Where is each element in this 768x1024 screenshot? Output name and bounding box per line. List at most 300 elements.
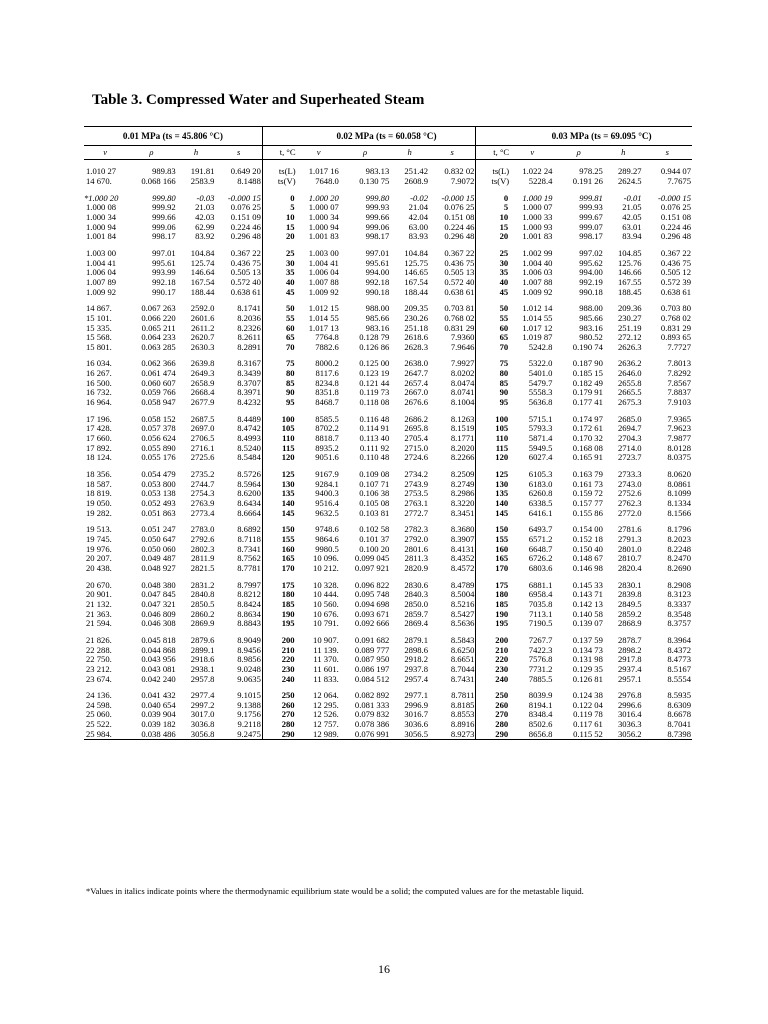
table-row <box>84 600 692 610</box>
table-cell: 0.042 240 <box>141 674 176 684</box>
table-cell: 2628.3 <box>404 342 428 352</box>
table-cell: 0.185 15 <box>572 369 603 379</box>
table-row <box>84 343 692 353</box>
table-cell: 7.9103 <box>667 398 691 408</box>
table-cell: 0.076 991 <box>340 730 390 740</box>
table-cell: 8.2690 <box>667 563 691 573</box>
table-cell: 8.5935 <box>667 690 691 701</box>
table-cell: 104.85 <box>617 247 642 258</box>
table-cell: 209.35 <box>404 303 428 314</box>
table-cell: 8.5964 <box>237 479 261 489</box>
table-cell: 8.7811 <box>451 690 475 701</box>
temperature-cell: 115 <box>262 444 297 454</box>
table-cell: 8.5167 <box>667 664 691 674</box>
table-cell: 8194.1 <box>528 700 553 710</box>
table-row <box>84 242 692 259</box>
table-cell: 1.003 00 <box>308 247 339 258</box>
table-cell: 8.4131 <box>450 544 475 554</box>
temperature-cell: 170 <box>476 564 511 574</box>
table-cell: 8.7562 <box>237 554 261 564</box>
table-cell: 188.44 <box>404 287 428 297</box>
table-cell: 0.143 71 <box>572 590 603 600</box>
table-cell: 2687.5 <box>190 413 215 424</box>
table-cell: 19 745. <box>86 534 112 544</box>
table-row <box>84 398 692 408</box>
table-cell: 6881.1 <box>528 579 553 590</box>
table-cell: 0.111 92 <box>359 443 390 453</box>
table-cell: 6493.7 <box>528 524 553 535</box>
table-cell: 8.5484 <box>237 453 261 463</box>
table-cell: 999.93 <box>579 203 603 213</box>
table-cell: 9.1756 <box>237 710 261 720</box>
table-cell: 8.5636 <box>450 619 475 629</box>
table-cell: 0.114 91 <box>359 424 390 434</box>
table-cell: 8.6892 <box>237 524 261 535</box>
table-cell: 9748.6 <box>315 524 339 535</box>
table-cell: 997.01 <box>152 247 176 258</box>
table-cell: 17 892. <box>86 443 112 453</box>
table-cell: 0.638 61 <box>230 287 261 297</box>
table-cell: 998.17 <box>579 232 603 242</box>
temperature-cell: 5 <box>262 203 297 213</box>
table-cell: 16 500. <box>86 378 112 388</box>
temperature-cell: 30 <box>262 259 297 269</box>
table-cell: 0.052 493 <box>141 499 176 508</box>
table-cell: 8.4489 <box>237 413 261 424</box>
table-cell: 994.00 <box>579 268 603 278</box>
table-cell: 999.06 <box>152 222 176 232</box>
table-cell: 0.045 818 <box>141 634 176 645</box>
table-cell: 2830.6 <box>404 579 428 590</box>
table-cell: 9051.6 <box>315 453 339 463</box>
temperature-cell: 290 <box>262 730 297 740</box>
table-cell: 125.75 <box>404 258 428 268</box>
table-cell: 2849.5 <box>617 599 642 609</box>
table-cell: 1.006 03 <box>522 268 553 278</box>
table-row <box>84 574 692 591</box>
table-cell: 0.126 86 <box>359 342 390 352</box>
table-cell: 2997.2 <box>190 700 215 710</box>
table-cell: 0.296 48 <box>230 232 261 242</box>
table-cell: 24 598. <box>86 700 112 710</box>
table-cell: 0.125 00 <box>359 358 390 369</box>
column-header: h <box>177 145 216 160</box>
table-cell: 0.139 07 <box>572 619 603 629</box>
table-cell: 1.004 41 <box>86 258 117 268</box>
table-row <box>84 590 692 600</box>
table-cell: -0.01 <box>623 192 642 203</box>
table-cell: 2957.1 <box>617 674 642 684</box>
temperature-cell: 120 <box>476 453 511 463</box>
table-cell: 5949.5 <box>528 443 553 453</box>
table-cell: 2879.1 <box>404 634 428 645</box>
temperature-cell: 55 <box>262 314 297 324</box>
table-cell: 2630.3 <box>190 342 215 352</box>
table-cell: 6027.4 <box>528 453 553 463</box>
table-cell: 8.7431 <box>450 674 475 684</box>
table-cell: 1.009 92 <box>522 287 553 297</box>
table-cell: 2611.2 <box>191 323 215 333</box>
table-cell: 2840.8 <box>190 590 215 600</box>
table-cell: 7267.7 <box>528 634 553 645</box>
column-header: v <box>84 145 126 160</box>
table-cell: 0.296 48 <box>660 232 691 242</box>
temperature-cell: 150 <box>262 518 297 535</box>
table-cell: 2725.6 <box>190 453 215 463</box>
table-cell: 8.7341 <box>237 544 261 554</box>
table-cell: 18 356. <box>86 469 112 480</box>
temperature-cell: 185 <box>476 600 511 610</box>
table-cell: 2918.6 <box>190 655 215 665</box>
table-cell: 2830.1 <box>617 579 642 590</box>
table-cell: 8.4572 <box>450 563 475 573</box>
table-cell: 2791.3 <box>617 534 642 544</box>
table-cell: 8.3971 <box>237 388 261 398</box>
table-cell: 188.45 <box>617 287 642 297</box>
table-cell: 9400.3 <box>315 489 339 499</box>
table-cell: 992.18 <box>152 277 176 287</box>
table-cell: 0.061 474 <box>141 369 176 379</box>
section-title: 0.03 MPa (ts = 69.095 °C) <box>511 127 692 146</box>
table-cell: 83.92 <box>195 232 215 242</box>
table-cell: 5401.0 <box>528 369 553 379</box>
table-cell: 10 444. <box>313 590 339 600</box>
table-cell: 983.13 <box>340 160 390 177</box>
table-row <box>84 629 692 646</box>
table-cell: 8.1519 <box>450 424 475 434</box>
table-cell: 9284.1 <box>315 479 339 489</box>
table-cell: 2802.3 <box>190 544 215 554</box>
table-cell: 8702.2 <box>315 424 339 434</box>
table-cell: 0.065 211 <box>141 323 176 333</box>
table-cell: 25 984. <box>84 730 126 740</box>
temperature-cell: 45 <box>476 288 511 298</box>
table-cell: 20 207. <box>86 554 112 564</box>
table-cell: 2976.8 <box>617 690 642 701</box>
table-cell: 63.00 <box>408 222 428 232</box>
table-cell: 8.2749 <box>450 479 475 489</box>
table-cell: 0.154 00 <box>572 524 603 535</box>
table-cell: 3056.8 <box>177 730 216 740</box>
table-cell: 1.009 92 <box>86 287 117 297</box>
table-cell: 0.130 75 <box>359 176 390 186</box>
table-cell: 2618.6 <box>404 333 428 343</box>
table-cell: 21 132. <box>86 599 112 609</box>
table-cell: 1.000 20 <box>308 192 339 203</box>
table-cell: 0.649 20 <box>215 160 262 177</box>
table-cell: 0.117 61 <box>573 720 603 730</box>
table-cell: 8.3548 <box>667 609 691 619</box>
table-cell: 0.172 61 <box>572 424 603 434</box>
temperature-cell: 155 <box>476 535 511 545</box>
table-cell: 8.5843 <box>450 634 475 645</box>
table-cell: 0.084 512 <box>354 674 390 684</box>
table-cell: 7.9072 <box>450 176 475 186</box>
table-row <box>84 684 692 701</box>
table-cell: 0.107 71 <box>359 479 390 489</box>
table-cell: 0.505 12 <box>660 268 691 278</box>
table-cell: 2820.9 <box>404 563 428 573</box>
table-row <box>84 646 692 656</box>
table-cell: 8.4352 <box>450 554 475 564</box>
table-row <box>84 203 692 213</box>
temperature-cell: 75 <box>476 352 511 369</box>
table-row <box>84 710 692 720</box>
table-cell: 0.094 698 <box>354 599 390 609</box>
table-cell: 2592.0 <box>190 303 215 314</box>
temperature-cell: 270 <box>476 710 511 720</box>
table-cell: 0.087 950 <box>354 655 390 665</box>
table-cell: 2840.3 <box>404 590 428 600</box>
table-row <box>84 379 692 389</box>
table-cell: 2658.9 <box>190 378 215 388</box>
table-cell: 3016.4 <box>617 710 642 720</box>
table-cell: 0.157 77 <box>572 499 603 508</box>
table-cell: 992.18 <box>365 277 390 287</box>
table-cell: 8.7118 <box>237 534 261 544</box>
table-cell: 0.187 90 <box>572 358 603 369</box>
table-cell: 0.092 666 <box>354 619 390 629</box>
table-cell: 8468.7 <box>315 398 339 408</box>
table-cell: 2957.4 <box>404 674 428 684</box>
temperature-cell: 110 <box>476 434 511 444</box>
table-cell: 11 139. <box>313 645 339 655</box>
table-cell: 8.3123 <box>667 590 691 600</box>
column-header: ρ <box>126 145 176 160</box>
table-cell: 1.007 89 <box>86 277 117 287</box>
table-cell: 2685.0 <box>617 413 642 424</box>
table-row <box>84 554 692 564</box>
table-cell: 2734.2 <box>404 469 428 480</box>
table-cell: 8.2020 <box>450 443 475 453</box>
table-row <box>84 434 692 444</box>
table-cell: 998.17 <box>365 232 390 242</box>
table-cell: 8.2036 <box>237 313 261 323</box>
table-cell: 8.2248 <box>667 544 691 554</box>
temperature-cell: 250 <box>476 684 511 701</box>
table-cell: 0.051 247 <box>141 524 176 535</box>
table-row <box>84 499 692 509</box>
table-cell: 2801.0 <box>617 544 642 554</box>
table-cell: 1.012 14 <box>522 303 553 314</box>
table-cell: 6338.5 <box>528 499 553 508</box>
table-cell: 0.095 748 <box>354 590 390 600</box>
table-cell: 230.27 <box>617 313 642 323</box>
table-cell: 0.078 386 <box>354 720 390 730</box>
table-cell: 16 732. <box>86 388 112 398</box>
table-cell: 0.151 08 <box>660 212 691 222</box>
table-cell: 1.017 16 <box>298 160 340 177</box>
temperature-cell: 190 <box>262 610 297 620</box>
table-cell: 2831.2 <box>190 579 215 590</box>
temperature-cell: 100 <box>476 408 511 425</box>
table-cell: 8.5726 <box>237 469 261 480</box>
table-cell: 2754.3 <box>190 489 215 499</box>
table-cell: 0.043 956 <box>141 655 176 665</box>
table-cell: 2811.3 <box>404 554 428 564</box>
table-cell: 0.159 72 <box>572 489 603 499</box>
table-cell: 8.4773 <box>667 655 691 665</box>
table-cell: 0.081 333 <box>354 700 390 710</box>
table-cell: 167.54 <box>404 277 428 287</box>
table-cell: 9632.5 <box>315 508 339 518</box>
table-cell: 2624.5 <box>617 176 642 186</box>
table-cell: 2620.7 <box>190 333 215 343</box>
table-cell: 0.768 02 <box>444 313 475 323</box>
table-cell: 8.3907 <box>450 534 475 544</box>
table-cell: 2608.9 <box>404 176 428 186</box>
table-cell: 7.8567 <box>667 378 691 388</box>
table-cell: 0.145 33 <box>572 579 603 590</box>
temperature-cell: 40 <box>262 278 297 288</box>
table-cell: 8.4789 <box>450 579 475 590</box>
table-row <box>84 619 692 629</box>
table-cell: 3036.6 <box>404 720 428 730</box>
table-cell: 0.165 91 <box>572 453 603 463</box>
table-cell: 2704.3 <box>617 434 642 444</box>
table-cell: 8.0202 <box>450 369 475 379</box>
temperature-cell: 50 <box>262 297 297 314</box>
table-cell: 0.367 22 <box>660 247 691 258</box>
table-cell: 0.177 41 <box>572 398 603 408</box>
table-row <box>84 463 692 480</box>
table-cell: 7.9623 <box>667 424 691 434</box>
table-cell: 188.44 <box>190 287 215 297</box>
table-cell: 0.831 29 <box>660 323 691 333</box>
temperature-cell: 140 <box>262 499 297 509</box>
table-cell: 2772.0 <box>617 508 642 518</box>
table-cell: 3056.2 <box>604 730 643 740</box>
table-row <box>84 352 692 369</box>
column-header: s <box>643 145 692 160</box>
temperature-cell: 60 <box>476 324 511 334</box>
temperature-cell: 80 <box>262 369 297 379</box>
table-cell: 9.2475 <box>215 730 262 740</box>
table-cell: 8.0620 <box>667 469 691 480</box>
table-cell: 63.01 <box>622 222 642 232</box>
table-cell: 2996.9 <box>404 700 428 710</box>
table-cell: 2810.7 <box>617 554 642 564</box>
table-cell: 9.1015 <box>237 690 261 701</box>
temperature-cell: 210 <box>262 646 297 656</box>
table-cell: 0.151 08 <box>444 212 475 222</box>
table-cell: 8000.2 <box>315 358 339 369</box>
table-cell: 0.151 09 <box>230 212 261 222</box>
temperature-cell: 220 <box>476 655 511 665</box>
table-row <box>84 187 692 204</box>
temperature-cell: 10 <box>476 213 511 223</box>
table-cell: 0.054 479 <box>141 469 176 480</box>
table-cell: 9864.6 <box>315 534 339 544</box>
table-cell: 0.076 25 <box>444 203 475 213</box>
table-cell: 1.017 13 <box>308 323 339 333</box>
table-cell: 2811.9 <box>191 554 215 564</box>
table-cell: 5242.8 <box>528 342 553 352</box>
table-cell: 2850.5 <box>190 599 215 609</box>
table-cell: 8.5240 <box>237 443 261 453</box>
temperature-cell: 210 <box>476 646 511 656</box>
table-cell: 2601.6 <box>190 313 215 323</box>
temperature-cell: 160 <box>476 545 511 555</box>
table-cell: 8.4232 <box>237 398 261 408</box>
table-cell: 0.055 176 <box>141 453 176 463</box>
table-cell: 0.106 38 <box>359 489 390 499</box>
table-cell: 2917.8 <box>617 655 642 665</box>
table-cell: 8.0741 <box>450 388 475 398</box>
table-cell: 7.9877 <box>667 434 691 444</box>
table-cell: 0.068 166 <box>141 176 176 186</box>
table-cell: 21.03 <box>195 203 215 213</box>
table-cell: 10 096. <box>313 554 339 564</box>
table-cell: 7885.5 <box>528 674 553 684</box>
table-cell: 2792.6 <box>190 534 215 544</box>
table-cell: 8.1004 <box>450 398 475 408</box>
table-cell: 146.65 <box>404 268 428 278</box>
table-cell: 0.116 48 <box>359 413 390 424</box>
table-cell: 8117.6 <box>315 369 339 379</box>
table-cell: 8.3451 <box>450 508 475 518</box>
table-cell: 0.893 65 <box>660 333 691 343</box>
table-cell: 990.17 <box>152 287 176 297</box>
table-cell: 1.000 07 <box>522 203 553 213</box>
table-cell: 8.1771 <box>450 434 475 444</box>
table-cell: 8.6664 <box>237 508 261 518</box>
table-cell: 2879.6 <box>190 634 215 645</box>
temperature-cell: 165 <box>476 554 511 564</box>
table-cell: 21 826. <box>86 634 112 645</box>
table-row <box>84 720 692 730</box>
table-cell: 0.046 308 <box>141 619 176 629</box>
table-cell: 2677.9 <box>190 398 215 408</box>
table-cell: 0.056 624 <box>141 434 176 444</box>
table-cell: 7.9360 <box>450 333 475 343</box>
table-cell: 0.150 40 <box>572 544 603 554</box>
table-cell: 985.66 <box>579 313 603 323</box>
table-cell: 1.014 55 <box>522 313 553 323</box>
table-cell: 8.0474 <box>450 378 475 388</box>
table-cell: 6958.4 <box>528 590 553 600</box>
table-cell: 22 288. <box>86 645 112 655</box>
table-row <box>84 369 692 379</box>
table-cell: 21 594. <box>86 619 112 629</box>
table-cell: 8.4742 <box>237 424 261 434</box>
section-title: 0.01 MPa (ts = 45.806 °C) <box>84 127 262 146</box>
table-cell: 2723.7 <box>617 453 642 463</box>
table-cell: 999.81 <box>579 192 603 203</box>
table-row <box>84 408 692 425</box>
table-cell: 0.058 152 <box>141 413 176 424</box>
table-cell: 42.04 <box>408 212 428 222</box>
table-row <box>84 564 692 574</box>
table-cell: 0.038 486 <box>126 730 176 740</box>
table-cell: 104.84 <box>190 247 215 258</box>
table-cell: 1.000 08 <box>86 203 117 213</box>
table-cell: -0.000 15 <box>658 192 691 203</box>
temperature-cell: 0 <box>476 187 511 204</box>
table-cell: 10 212. <box>313 563 339 573</box>
table-cell: 999.92 <box>152 203 176 213</box>
table-cell: 10 791. <box>313 619 339 629</box>
table-cell: 7.7675 <box>667 176 691 186</box>
table-row <box>84 665 692 675</box>
table-cell: 0.119 78 <box>573 710 603 720</box>
table-cell: 7190.5 <box>528 619 553 629</box>
table-cell: 25 522. <box>86 720 112 730</box>
table-cell: 2714.0 <box>617 443 642 453</box>
table-cell: 8.0861 <box>667 479 691 489</box>
table-cell: 5322.0 <box>528 358 553 369</box>
temperature-cell: 155 <box>262 535 297 545</box>
